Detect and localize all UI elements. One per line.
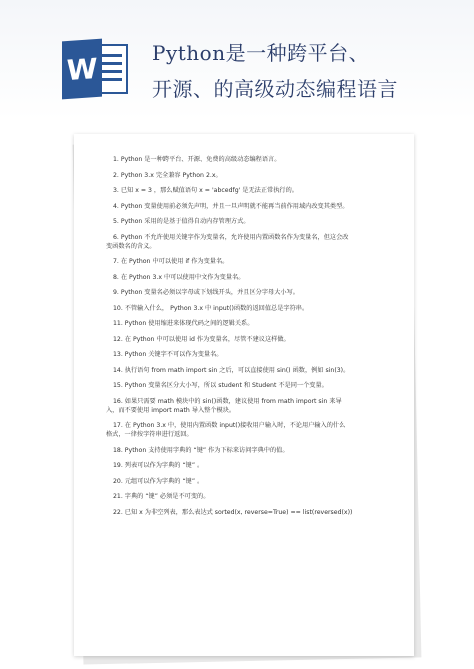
item-text: 8. 在 Python 3.x 中可以使用中文作为变量名。 [113,273,245,281]
list-item [113,461,375,470]
item-text: 21. 字典的 “键” 必须是不可变的。 [113,493,210,500]
item-text: 6. Python 不允许使用关键字作为变量名，允许使用内置函数名作为变量名，但这会改 [113,233,349,241]
item-text: 10. 不管输入什么， Python 3.x 中 input()函数的返回值总是字符串。 [113,304,309,312]
item-text: 4. Python 变量使用前必须先声明，并且一旦声明就不能再当前作用域内改变其类型。 [113,202,349,210]
item-text: 7. 在 Python 中可以使用 if 作为变量名。 [113,258,229,265]
logo-letter: W [62,39,102,100]
list-item [113,217,375,226]
list-item [113,186,375,195]
item-text: 3. 已知 x = 3 ，那么赋值语句 x = 'abcedfg' 是无法正常执行的。 [113,187,298,194]
item-text: 22. 已知 x 为非空列表，那么表达式 sorted(x, reverse=True) == list(reversed(x)) [113,508,353,516]
list-item [106,233,375,251]
item-text: 2. Python 3.x 完全兼容 Python 2.x。 [113,171,222,179]
item-text: 14. 执行语句 from math import sin 之后，可以直接使用 sin() 函数，例如 sin(3)。 [113,366,350,374]
item-text: 5. Python 采用的是基于值得自动内存管理方式。 [113,218,250,225]
item-text: 15. Python 变量名区分大小写，所以 student 和 Student 不是同一个变量。 [113,382,328,389]
question-list [106,155,375,523]
word-document-icon [62,40,128,98]
item-text: 20. 元组可以作为字典的 “键” 。 [113,477,204,485]
list-item [113,366,375,375]
item-text-continued: 入，而不要使用 import math 导入整个模块。 [106,406,236,414]
list-item [113,304,375,313]
list-item [113,319,375,328]
item-text: 9. Python 变量名必须以字母或下划线开头，并且区分字母大小写。 [113,289,299,296]
item-text-continued: 格式，一律按字符串进行返回。 [106,431,193,438]
list-item [113,335,375,344]
item-text: 17. 在 Python 3.x 中，使用内置函数 input()接收用户输入时，不论用户输入的什么 [113,422,346,429]
list-item [113,202,375,211]
item-text: 13. Python 关键字不可以作为变量名。 [113,351,223,358]
list-item [113,288,375,297]
list-item [113,155,375,164]
list-item [113,446,375,455]
item-text: 16. 如果只需要 math 模块中的 sin()函数，建议使用 from math import sin 来导 [113,397,342,405]
item-text: 18. Python 支持使用字典的 “键” 作为下标来访问字典中的值。 [113,446,289,454]
list-item [113,350,375,359]
item-text: 19. 列表可以作为字典的 “键” 。 [113,462,204,469]
list-item [106,397,375,415]
list-item [113,273,375,282]
list-item [113,508,375,517]
list-item [113,257,375,266]
page-title-line2: 开源、的高级动态编程语言 [152,77,398,101]
list-item [113,171,375,180]
item-text: 11. Python 使用缩进来体现代码之间的逻辑关系。 [113,320,254,327]
list-item [113,492,375,501]
list-item [113,381,375,390]
list-item [113,477,375,486]
list-item [106,421,375,439]
item-text: 12. 在 Python 中可以使用 id 作为变量名，尽管不建议这样做。 [113,335,290,343]
item-text-continued: 变函数名的含义。 [106,242,156,250]
item-text: 1. Python 是一种跨平台、开源、免费的高级动态编程语言。 [113,156,281,163]
page-title-line1: Python是一种跨平台、 [152,41,370,65]
